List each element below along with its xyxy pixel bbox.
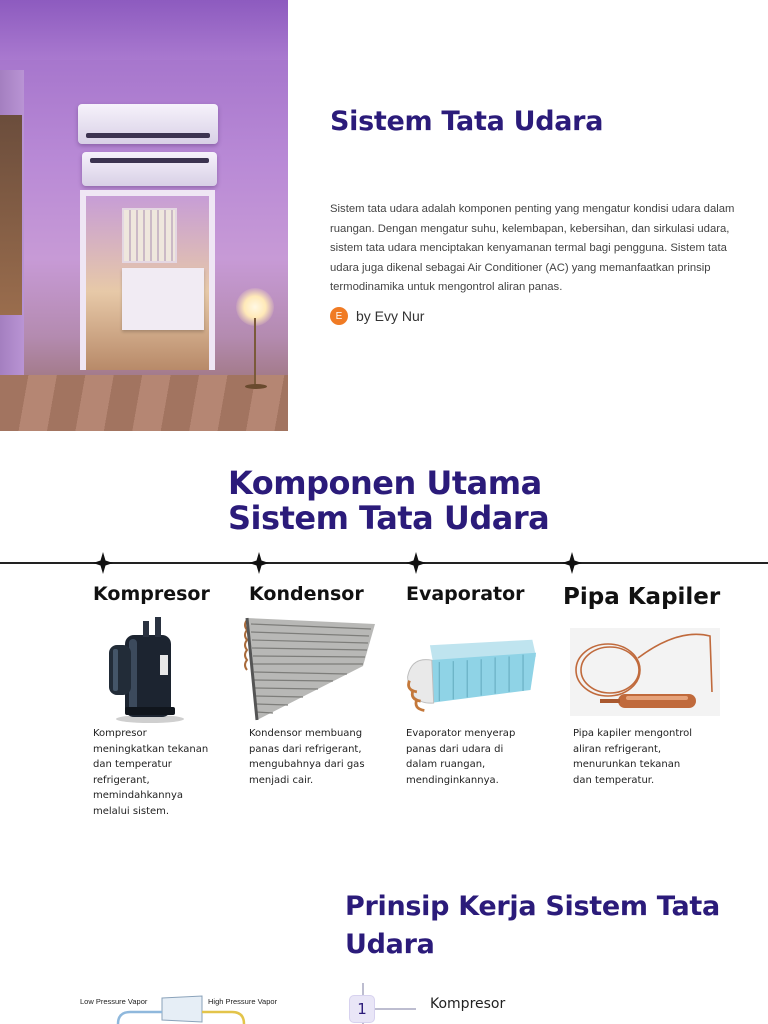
kitchen-counter <box>122 268 204 330</box>
timeline-line <box>0 562 768 564</box>
timeline-star-icon <box>93 552 113 574</box>
component-desc-pipa-kapiler: Pipa kapiler mengontrol aliran refrigerant, menurunkan tekanan dan temperatur. <box>573 728 693 786</box>
component-desc-evaporator: Evaporator menyerap panas dari udara di dalam ruangan, mendinginkannya. <box>406 728 516 786</box>
avatar: E <box>330 307 348 325</box>
cycle-diagram-icon <box>80 992 300 1024</box>
hero-room-image <box>0 0 288 431</box>
component-name-kondensor: Kondensor <box>249 583 364 605</box>
evaporator-image <box>402 622 537 730</box>
component-name-kompresor: Kompresor <box>93 583 210 605</box>
step-connector <box>374 1008 416 1010</box>
page-title: Sistem Tata Udara <box>330 106 604 137</box>
wood-floor <box>0 375 288 431</box>
component-name-pipa-kapiler: Pipa Kapiler <box>563 584 721 610</box>
step-number-badge: 1 <box>349 995 375 1023</box>
component-desc-kompresor: Kompresor meningkatkan tekanan dan temperatur refrigerant, memindahkannya melalui sistem. <box>93 728 209 817</box>
step-label: Kompresor <box>430 996 506 1012</box>
window <box>122 208 177 263</box>
ac-unit-lower <box>82 152 217 186</box>
capillary-tube-image <box>570 628 720 716</box>
diagram-label-low-pressure: Low Pressure Vapor <box>80 997 148 1006</box>
author-byline[interactable] <box>330 307 424 325</box>
components-heading <box>228 466 648 536</box>
ac-unit-upper <box>78 104 218 144</box>
timeline-star-icon <box>406 552 426 574</box>
components-heading-line1: Komponen Utama <box>228 464 542 502</box>
condenser-image <box>243 616 378 724</box>
timeline-star-icon <box>249 552 269 574</box>
side-room <box>0 115 22 315</box>
compressor-image <box>95 615 230 723</box>
timeline-star-icon <box>562 552 582 574</box>
components-heading-line2: Sistem Tata Udara <box>228 499 550 537</box>
floor-lamp-base <box>245 384 267 389</box>
floor-lamp-pole <box>254 318 256 386</box>
component-desc-kondensor: Kondensor membuang panas dari refrigerant, mengubahnya dari gas menjadi cair. <box>249 728 365 786</box>
component-name-evaporator: Evaporator <box>406 583 525 605</box>
principle-heading: Prinsip Kerja Sistem Tata Udara <box>345 891 720 960</box>
refrigeration-cycle-diagram <box>80 992 300 1024</box>
intro-paragraph: Sistem tata udara adalah komponen penting yang mengatur kondisi udara dalam ruangan. Dengan mengatur suhu, kelembapan, kebersihan, dan sirkulasi udara, sistem tata udara menciptakan kenyamanan termal bagi pengguna. Sistem tata udara juga dikenal sebagai Air Conditioner (AC) yang memanfaatkan prinsip termodinamika untuk mengontrol aliran panas. <box>330 203 735 293</box>
diagram-label-high-pressure: High Pressure Vapor <box>208 997 278 1006</box>
ceiling <box>0 0 288 60</box>
author-name[interactable]: by Evy Nur <box>356 308 425 324</box>
